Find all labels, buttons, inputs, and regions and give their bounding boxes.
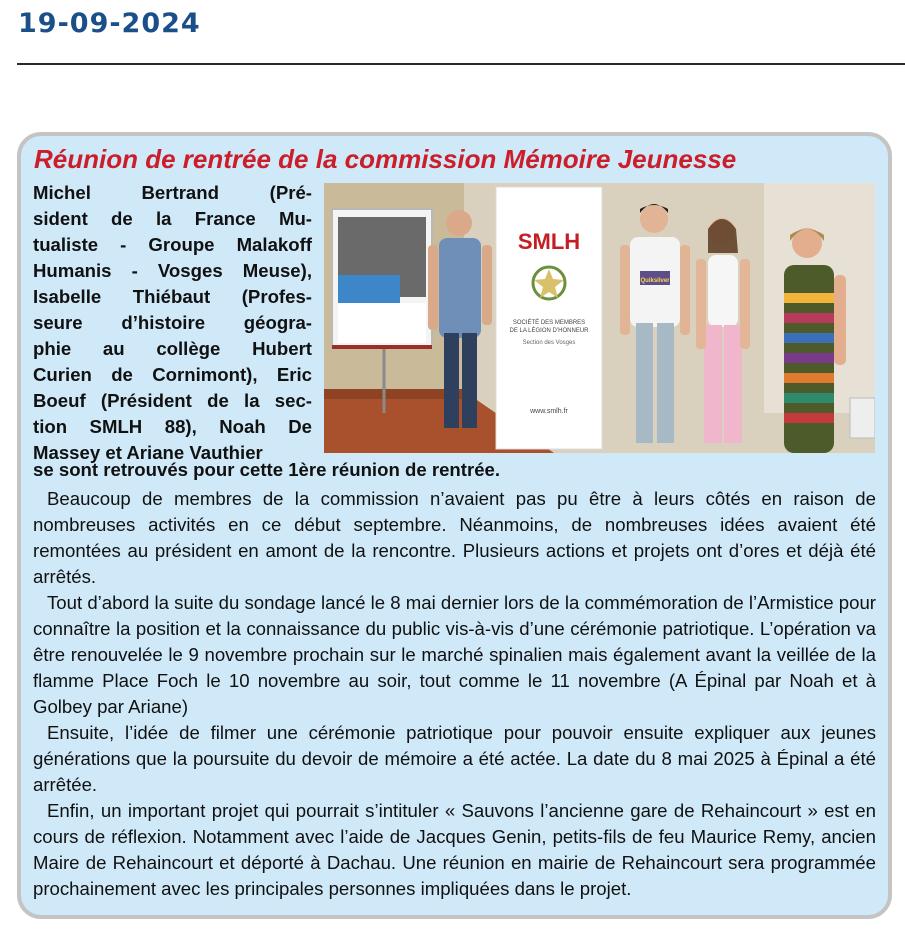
banner-title: SMLH — [517, 229, 581, 254]
intro-line: Michel Bertrand (Pré- — [33, 182, 312, 203]
body-paragraph: Ensuite, l’idée de filmer une cérémonie patriotique pour pouvoir ensuite expliquer aux jeunes générations que la poursuite du devoir de mémoire a été actée. La date du 8 mai 2025 à Épinal a été arrêtée. — [33, 722, 876, 795]
intro-line: Boeuf (Président de la sec- — [33, 390, 312, 411]
banner-sub1: SOCIÉTÉ DES MEMBRES — [512, 320, 586, 326]
article-photo — [324, 183, 875, 453]
body-paragraph: Enfin, un important projet qui pourrait s’intituler « Sauvons l’ancienne gare de Rehaincourt » est en cours de réflexion. Notamment avec l’aide de Jacques Genin, petits-fils de feu Maurice Remy, ancien Maire de Rehaincourt et déporté à Dachau. Une réunion en mairie de Rehaincourt sera programmée prochainement avec les principales personnes impliquées dans le projet. — [33, 800, 876, 899]
body-paragraph: Tout d’abord la suite du sondage lancé le 8 mai dernier lors de la commémoration de l’Armistice pour connaître la position et la connaissance du public vis-à-vis d’une cérémonie patriotique. L’opération va être renouvelée le 9 novembre prochain sur le marché spinalien mais également avant la veillée de la flamme Place Foch le 10 novembre au soir, tout comme le 11 novembre (A Épinal par Noah et à Golbey par Ariane) — [33, 592, 876, 717]
banner-section: Section des Vosges — [522, 340, 576, 346]
intro-line: tion SMLH 88), Noah De — [33, 416, 312, 437]
article-title: Réunion de rentrée de la commission Mémoire Jeunesse — [34, 144, 737, 174]
intro-line: seure d’histoire géogra- — [33, 312, 312, 333]
intro-line: tualiste - Groupe Malakoff — [33, 234, 312, 255]
intro-line: Massey et Ariane Vauthier — [33, 442, 263, 463]
header-divider — [17, 63, 905, 65]
intro-tail: se sont retrouvés pour cette 1ère réunion de rentrée. — [33, 459, 501, 480]
body-paragraph: Beaucoup de membres de la commission n’avaient pas pu être à leurs côtés en raison de nombreuses activités en ce début septembre. Néanmoins, de nombreuses idées avaient été remontées au président en amont de la rencontre. Plusieurs actions et projets ont d’ores et déjà été arrêtés. — [33, 488, 876, 587]
article-body — [33, 486, 876, 902]
intro-line: Isabelle Thiébaut (Profes- — [33, 286, 312, 307]
banner-url: www.smlh.fr — [530, 408, 568, 415]
article-intro — [33, 180, 312, 466]
group-photo-illustration — [324, 183, 875, 453]
intro-line: phie au collège Hubert — [33, 338, 312, 359]
intro-line: Humanis - Vosges Meuse), — [33, 260, 312, 281]
shirt-text: Quiksilver — [640, 278, 670, 284]
issue-date: 19-09-2024 — [18, 8, 201, 39]
intro-line: Curien de Cornimont), Eric — [33, 364, 312, 385]
intro-line: sident de la France Mu- — [33, 208, 312, 229]
banner-sub2: DE LA LÉGION D’HONNEUR — [509, 328, 589, 334]
